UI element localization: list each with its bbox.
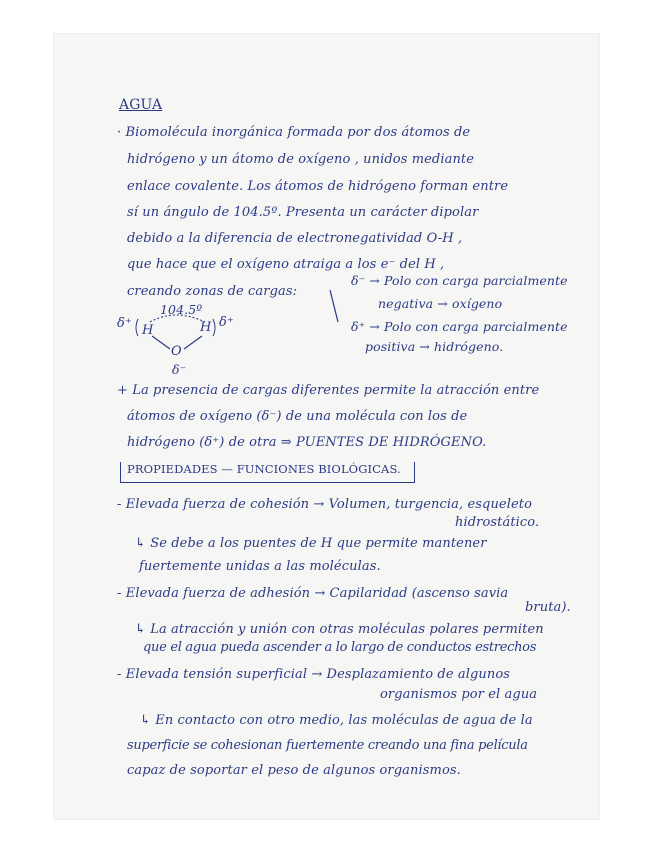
oh-bond-right	[184, 336, 202, 349]
property-note: que el agua pueda ascender a lo largo de conductos estrechos	[143, 640, 537, 655]
delta-negative: δ⁻	[172, 362, 187, 377]
property-note: superficie se cohesionan fuertemente creando una fina película	[127, 738, 528, 753]
intro-line: · Biomolécula inorgánica formada por dos átomos de	[117, 125, 471, 140]
positive-pole-line: positiva → hidrógeno.	[365, 339, 504, 354]
positive-pole-line: δ⁺ → Polo con carga parcialmente	[351, 319, 568, 334]
negative-pole-line: negativa → oxígeno	[378, 296, 503, 311]
arrow-stroke	[330, 290, 338, 322]
intro-line: sí un ángulo de 104.5º. Presenta un carácter dipolar	[127, 205, 479, 220]
bracket-left	[136, 319, 138, 336]
property-note: capaz de soportar el peso de algunos organismos.	[127, 763, 461, 778]
intro-line: creando zonas de cargas:	[127, 284, 298, 299]
oxygen-atom: O	[171, 344, 182, 359]
section-heading: PROPIEDADES — FUNCIONES BIOLÓGICAS.	[127, 462, 401, 476]
property-line: bruta).	[525, 600, 571, 615]
property-line: organismos por el agua	[380, 687, 538, 702]
property-note: ↳ La atracción y unión con otras moléculas polares permiten	[135, 622, 544, 637]
property-line: - Elevada fuerza de adhesión → Capilaridad (ascenso savia	[117, 586, 509, 601]
bridge-line: hidrógeno (δ⁺) de otra ⇒ PUENTES DE HIDRÓGENO.	[127, 435, 487, 450]
oh-bond-left	[152, 336, 170, 349]
property-line: - Elevada fuerza de cohesión → Volumen, turgencia, esqueleto	[117, 497, 533, 512]
property-line: - Elevada tensión superficial → Desplazamiento de algunos	[117, 667, 511, 682]
page-title: AGUA	[119, 97, 163, 113]
bridge-line: + La presencia de cargas diferentes permite la atracción entre	[117, 383, 540, 398]
negative-pole-line: δ⁻ → Polo con carga parcialmente	[351, 273, 568, 288]
intro-line: debido a la diferencia de electronegatividad O-H ,	[127, 231, 463, 246]
intro-line: que hace que el oxígeno atraiga a los e⁻ del H ,	[127, 257, 445, 272]
delta-positive-left: δ⁺	[117, 316, 132, 331]
property-note: fuertemente unidas a las moléculas.	[139, 559, 381, 574]
hydrogen-left: H	[142, 323, 154, 338]
property-note: ↳ Se debe a los puentes de H que permite mantener	[135, 536, 487, 551]
intro-line: enlace covalente. Los átomos de hidrógeno forman entre	[127, 179, 509, 194]
delta-positive-right: δ⁺	[219, 315, 234, 330]
hydrogen-right: H	[200, 320, 212, 335]
property-line: hidrostático.	[455, 515, 540, 530]
property-note: ↳ En contacto con otro medio, las moléculas de agua de la	[140, 713, 533, 728]
bridge-line: átomos de oxígeno (δ⁻) de una molécula con los de	[127, 409, 468, 424]
section-heading-box	[120, 462, 415, 483]
intro-line: hidrógeno y un átomo de oxígeno , unidos mediante	[127, 152, 475, 167]
bracket-right	[213, 319, 215, 336]
bond-angle-label: 104.5º	[160, 302, 203, 317]
